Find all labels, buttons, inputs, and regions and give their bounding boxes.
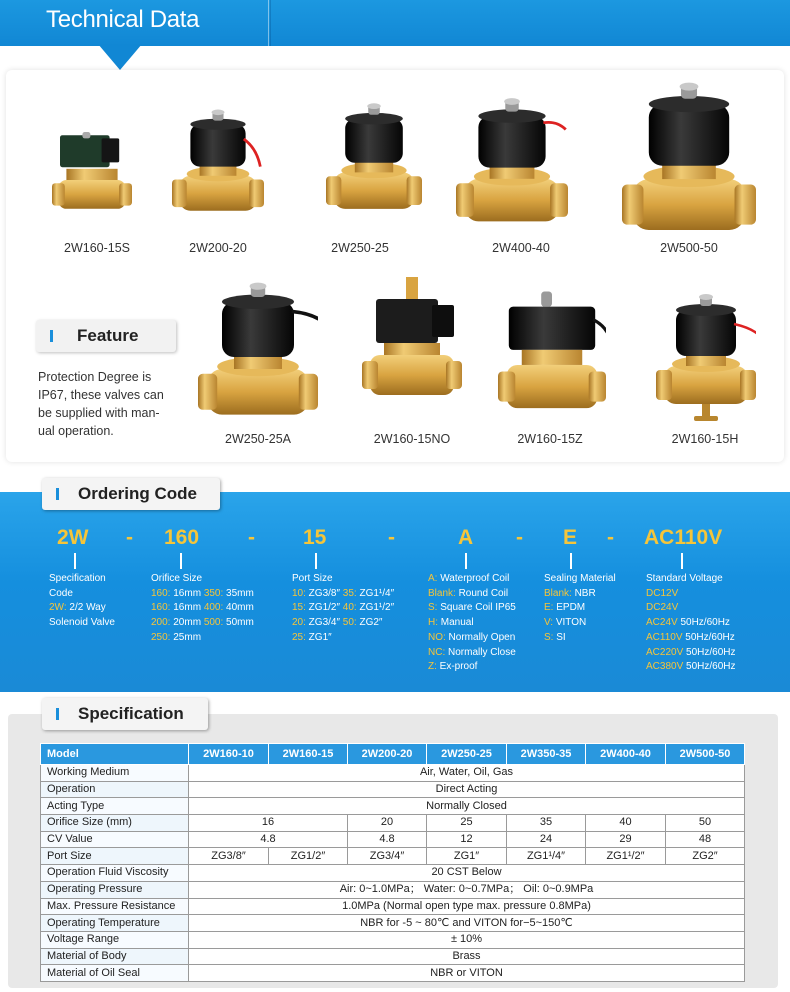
- feature-line: ual operation.: [38, 424, 114, 438]
- column-row: [544, 601, 616, 616]
- tab-marker: [56, 488, 59, 500]
- table-row: [41, 931, 745, 948]
- code-dash: -: [388, 526, 395, 549]
- product-label: 2W200-20: [189, 241, 247, 255]
- specification-title: Specification: [78, 704, 184, 723]
- table-row: [41, 848, 745, 865]
- table-cell: ZG1/2″: [269, 848, 348, 865]
- feature-line: be supplied with man-: [38, 406, 160, 420]
- column-text: Code: [49, 587, 73, 599]
- code-desc: Square Coil IP65: [437, 602, 516, 614]
- code-desc: 35mm: [223, 587, 254, 599]
- standard-voltage-column: [646, 572, 736, 675]
- header-divider: [268, 0, 269, 46]
- tab-marker: [50, 330, 53, 342]
- code-key: 10:: [292, 587, 306, 599]
- table-row: [41, 815, 745, 832]
- code-key: 40:: [342, 602, 357, 614]
- code-dash: -: [607, 526, 614, 549]
- code-key: H:: [428, 617, 438, 629]
- table-header: 2W350-35: [507, 744, 586, 765]
- code-coil: A: [458, 526, 474, 549]
- code-tick: [465, 553, 467, 569]
- product-label: 2W250-25A: [224, 432, 292, 446]
- solenoid-valve-icon: [326, 92, 422, 224]
- column-row: [646, 587, 736, 602]
- code-desc: NBR: [571, 587, 596, 599]
- product-label: 2W160-15Z: [517, 432, 583, 446]
- column-row: [544, 616, 616, 631]
- row-label: Operation Fluid Viscosity: [41, 865, 189, 882]
- code-key: AC24V: [646, 617, 678, 629]
- column-row: [151, 631, 254, 646]
- feature-title: Feature: [77, 326, 139, 345]
- code-desc: Ex-proof: [436, 661, 478, 673]
- row-label: Acting Type: [41, 798, 189, 815]
- code-voltage: AC110V: [644, 526, 723, 549]
- table-row: [41, 798, 745, 815]
- ordering-code-title: Ordering Code: [78, 484, 198, 503]
- specification-tab: [42, 698, 208, 730]
- product-label: 2W400-40: [492, 241, 550, 255]
- table-cell: ZG2″: [666, 848, 745, 865]
- column-row: [428, 587, 516, 602]
- table-header: 2W160-15: [269, 744, 348, 765]
- code-key: Blank:: [544, 587, 572, 599]
- table-cell: 40: [586, 815, 666, 832]
- feature-text: [38, 368, 178, 440]
- product-label: 2W250-25: [331, 241, 389, 255]
- row-label: CV Value: [41, 831, 189, 848]
- solenoid-valve-icon: [172, 100, 264, 224]
- product-image-2w400-40: [456, 92, 568, 232]
- code-key: DC24V: [646, 602, 679, 614]
- column-row: [428, 601, 516, 616]
- code-tick: [315, 553, 317, 569]
- code-key: S:: [544, 631, 554, 643]
- feature-line: Protection Degree is: [38, 370, 152, 384]
- table-cell: ZG3/8″: [189, 848, 269, 865]
- column-text: Specification: [49, 573, 106, 584]
- table-header: Model: [41, 744, 189, 765]
- table-cell: 24: [507, 831, 586, 848]
- code-desc: ZG1¹/2″: [356, 602, 395, 614]
- code-tick: [74, 553, 76, 569]
- table-row: [41, 831, 745, 848]
- code-key: 160:: [151, 587, 171, 599]
- table-cell: Brass: [189, 948, 745, 965]
- code-desc: Manual: [438, 617, 474, 629]
- code-key: 35:: [342, 587, 357, 599]
- table-row: [41, 865, 745, 882]
- column-row: [544, 587, 616, 602]
- table-cell: 12: [427, 831, 507, 848]
- code-key: 25:: [292, 631, 306, 643]
- column-row: [646, 660, 736, 675]
- table-cell: 4.8: [189, 831, 348, 848]
- solenoid-valve-icon: [498, 282, 606, 422]
- table-cell: 4.8: [348, 831, 427, 848]
- row-label: Operation: [41, 781, 189, 798]
- specification-table: [40, 743, 745, 982]
- row-label: Material of Oil Seal: [41, 965, 189, 982]
- code-dash: -: [126, 526, 133, 549]
- table-cell: 29: [586, 831, 666, 848]
- table-cell: NBR or VITON: [189, 965, 745, 982]
- code-desc: ZG1¹/4″: [356, 587, 395, 599]
- code-desc: Waterproof Coil: [437, 573, 510, 584]
- column-row: [646, 616, 736, 631]
- code-desc: 16mm: [170, 587, 204, 599]
- table-cell: Air: 0~1.0MPa； Water: 0~0.7MPa； Oil: 0~0.9MPa: [189, 881, 745, 898]
- column-row: [428, 631, 516, 646]
- code-key: 250:: [151, 631, 171, 643]
- code-dash: -: [248, 526, 255, 549]
- code-desc: ZG1/2″: [305, 602, 343, 614]
- table-row: [41, 765, 745, 782]
- column-row: [428, 572, 516, 587]
- product-image-2w160-15no: [362, 262, 462, 422]
- table-row: [41, 781, 745, 798]
- column-row: [292, 601, 394, 616]
- code-desc: 20mm: [170, 617, 204, 629]
- column-row: [646, 601, 736, 616]
- column-text: Solenoid Valve: [49, 617, 115, 629]
- sealing-material-column: [544, 572, 616, 646]
- table-cell: 16: [189, 815, 348, 832]
- row-label: Orifice Size (mm): [41, 815, 189, 832]
- column-row: [151, 601, 254, 616]
- code-desc: 50Hz/60Hz: [683, 646, 736, 658]
- product-label: 2W160-15S: [63, 241, 131, 255]
- table-cell: 35: [507, 815, 586, 832]
- solenoid-valve-icon: [198, 280, 318, 422]
- code-desc: EPDM: [553, 602, 586, 614]
- code-key: 50:: [342, 617, 357, 629]
- column-row: [151, 616, 254, 631]
- table-cell: Normally Closed: [189, 798, 745, 815]
- table-cell: ZG1¹/2″: [586, 848, 666, 865]
- column-title: Standard Voltage: [646, 573, 723, 584]
- table-row: [41, 915, 745, 932]
- column-row: [428, 616, 516, 631]
- row-label: Operating Temperature: [41, 915, 189, 932]
- code-key: 20:: [292, 617, 306, 629]
- code-tick: [681, 553, 683, 569]
- column-row: [544, 631, 616, 646]
- code-key: A:: [428, 573, 438, 584]
- table-cell: 20: [348, 815, 427, 832]
- column-row: [292, 631, 394, 646]
- code-key: AC380V: [646, 661, 684, 673]
- table-cell: 50: [666, 815, 745, 832]
- product-image-2w250-25a: [198, 280, 318, 422]
- page-title: Technical Data: [46, 6, 200, 33]
- code-desc: ZG1″: [305, 631, 332, 643]
- table-cell: Direct Acting: [189, 781, 745, 798]
- table-cell: 1.0MPa (Normal open type max. pressure 0.8MPa): [189, 898, 745, 915]
- code-key: E:: [544, 602, 554, 614]
- product-label: 2W160-15H: [671, 432, 739, 446]
- feature-line: IP67, these valves can: [38, 388, 164, 402]
- code-orifice: 160: [164, 526, 200, 549]
- table-cell: ZG1¹/4″: [507, 848, 586, 865]
- code-key: 200:: [151, 617, 171, 629]
- coil-type-column: [428, 572, 516, 675]
- code-dash: -: [516, 526, 523, 549]
- solenoid-valve-icon: [656, 286, 756, 436]
- code-desc: 50mm: [223, 617, 254, 629]
- table-header-row: [41, 744, 745, 765]
- table-cell: 20 CST Below: [189, 865, 745, 882]
- product-image-2w160-15z: [498, 282, 606, 422]
- product-image-2w160-15h: [656, 286, 756, 436]
- code-key: 160:: [151, 602, 171, 614]
- code-key: 15:: [292, 602, 306, 614]
- table-cell: 48: [666, 831, 745, 848]
- code-desc: 16mm: [170, 602, 204, 614]
- code-desc: ZG3/8″: [305, 587, 343, 599]
- product-image-2w160-15s: [52, 128, 132, 224]
- code-desc: 50Hz/60Hz: [677, 617, 730, 629]
- table-row: [41, 898, 745, 915]
- tab-marker: [56, 708, 59, 720]
- code-key: 2W:: [49, 602, 67, 614]
- code-desc: Normally Close: [445, 646, 516, 658]
- row-label: Operating Pressure: [41, 881, 189, 898]
- code-desc: SI: [553, 631, 566, 643]
- solenoid-valve-icon: [362, 262, 462, 422]
- code-desc: 50Hz/60Hz: [683, 661, 736, 673]
- product-image-2w500-50: [622, 82, 756, 236]
- code-port: 15: [303, 526, 327, 549]
- code-key: AC220V: [646, 646, 684, 658]
- column-row: [428, 646, 516, 661]
- code-series: 2W: [57, 526, 89, 549]
- feature-tab: [36, 320, 176, 352]
- header-pointer: [98, 44, 142, 70]
- code-desc: 2/2 Way: [66, 602, 106, 614]
- solenoid-valve-icon: [622, 82, 756, 236]
- code-key: 500:: [203, 617, 224, 629]
- table-header: 2W400-40: [586, 744, 666, 765]
- row-label: Material of Body: [41, 948, 189, 965]
- column-title: Port Size: [292, 573, 333, 584]
- code-key: Blank:: [428, 587, 456, 599]
- header-divider-shadow: [270, 0, 271, 46]
- product-label: 2W500-50: [660, 241, 718, 255]
- column-row: [428, 660, 516, 675]
- table-cell: Air, Water, Oil, Gas: [189, 765, 745, 782]
- code-desc: Round Coil: [455, 587, 509, 599]
- code-key: 400:: [203, 602, 224, 614]
- column-title: Orifice Size: [151, 573, 203, 584]
- table-cell: 25: [427, 815, 507, 832]
- table-header: 2W200-20: [348, 744, 427, 765]
- row-label: Working Medium: [41, 765, 189, 782]
- column-title: Sealing Material: [544, 573, 616, 584]
- code-seal: E: [563, 526, 578, 549]
- table-row: [41, 965, 745, 982]
- code-desc: 25mm: [170, 631, 202, 643]
- code-tick: [180, 553, 182, 569]
- table-row: [41, 881, 745, 898]
- solenoid-valve-icon: [456, 92, 568, 232]
- code-desc: 50Hz/60Hz: [682, 631, 735, 643]
- feature-card: [28, 320, 180, 450]
- table-cell: NBR for -5 ~ 80℃ and VITON for−5~150℃: [189, 915, 745, 932]
- ordering-code-tab: [42, 478, 220, 510]
- spec-code-column: [49, 572, 115, 631]
- product-image-2w200-20: [172, 100, 264, 224]
- row-label: Port Size: [41, 848, 189, 865]
- column-row: [646, 646, 736, 661]
- table-row: [41, 948, 745, 965]
- table-header: 2W500-50: [666, 744, 745, 765]
- table-cell: ZG3/4″: [348, 848, 427, 865]
- column-row: [292, 587, 394, 602]
- code-desc: 40mm: [223, 602, 254, 614]
- code-key: S:: [428, 602, 438, 614]
- code-key: DC12V: [646, 587, 679, 599]
- table-header: 2W250-25: [427, 744, 507, 765]
- code-key: AC110V: [646, 631, 683, 643]
- product-label: 2W160-15NO: [373, 432, 451, 446]
- table-cell: ZG1″: [427, 848, 507, 865]
- code-desc: ZG2″: [356, 617, 383, 629]
- code-key: NC:: [428, 646, 446, 658]
- column-row: [292, 616, 394, 631]
- row-label: Max. Pressure Resistance: [41, 898, 189, 915]
- port-size-column: [292, 572, 394, 646]
- code-desc: VITON: [553, 617, 587, 629]
- column-row: [151, 587, 254, 602]
- code-tick: [570, 553, 572, 569]
- product-image-2w250-25: [326, 92, 422, 224]
- table-cell: ± 10%: [189, 931, 745, 948]
- orifice-column: [151, 572, 254, 646]
- column-row: [646, 631, 736, 646]
- table-header: 2W160-10: [189, 744, 269, 765]
- code-key: V:: [544, 617, 554, 629]
- column-row: [49, 601, 115, 616]
- row-label: Voltage Range: [41, 931, 189, 948]
- code-key: NO:: [428, 631, 446, 643]
- code-key: 350:: [203, 587, 224, 599]
- code-desc: ZG3/4″: [305, 617, 343, 629]
- solenoid-valve-icon: [52, 128, 132, 224]
- code-key: Z:: [428, 661, 437, 673]
- code-desc: Normally Open: [445, 631, 516, 643]
